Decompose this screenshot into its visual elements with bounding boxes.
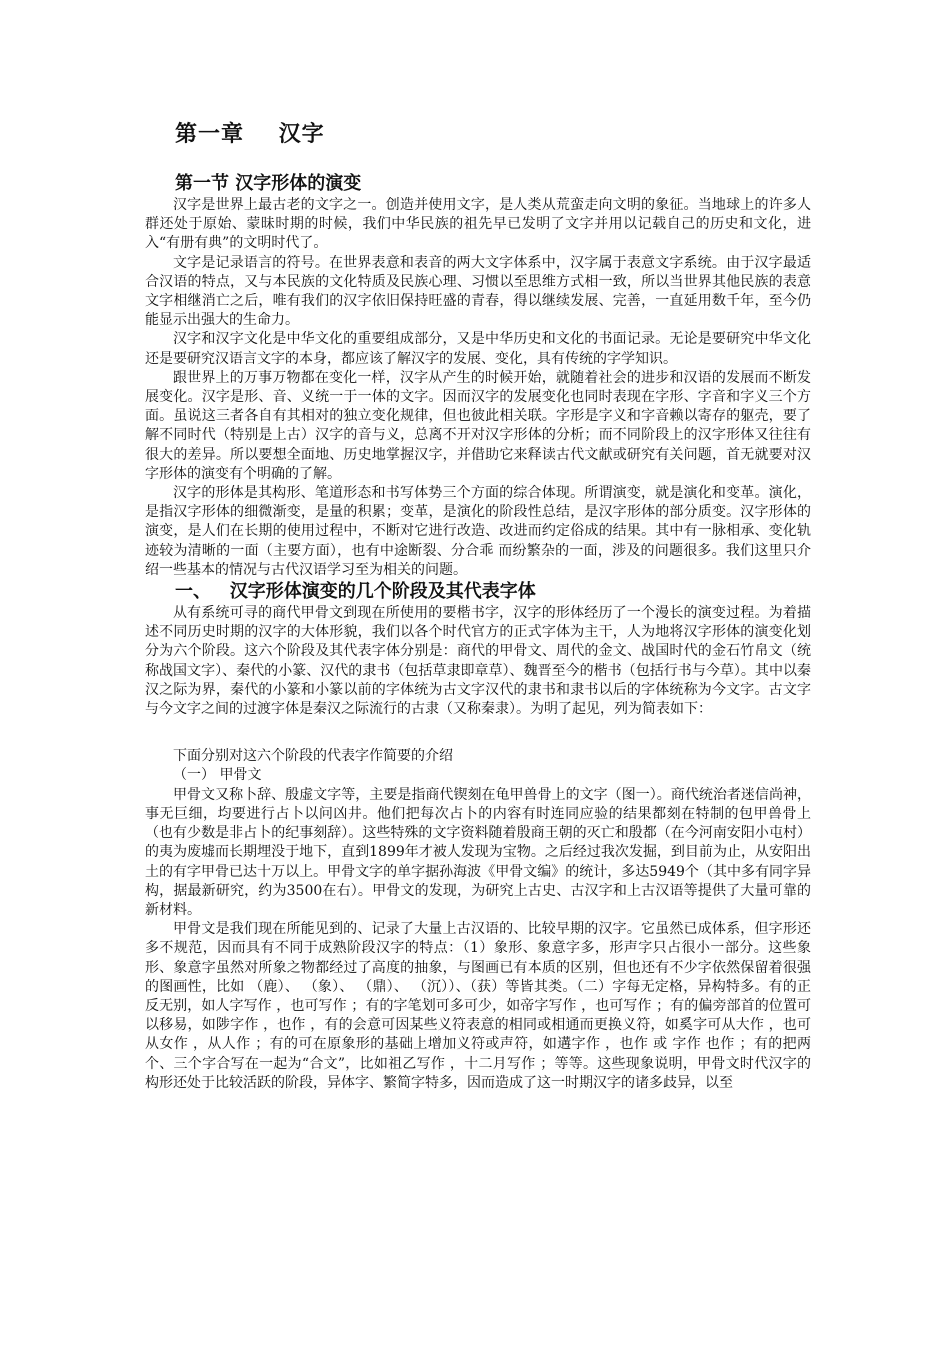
paragraph: 甲骨文是我们现在所能见到的、记录了大量上古汉语的、比较早期的汉字。它虽然已成体系，但字形还多不规范，因而具有不同于成熟阶段汉字的特点：（1）象形、象意字多，形声字只占很小一部分。这些象形、象意字虽然对所象之物都经过了高度的抽象，与图画已有本质的区别，但也还有不少字依然保留着很强的图画性，比如 （鹿）、 （象）、 （鼎）、 （沉））、（获）等皆其类。（二）字每无定格，异构特多。有的正反无别，如人字写作 ，也可写作 ；有的字笔划可多可少，如帝字写作 ，也可写作 ；有的偏旁部首的位置可以移易，如陟字作 ，也作 ，有的会意可因某些义符表意的相同或相通而更换义符，如奚字可从大作 ，也可从女作 ，从人作 ；有的可在原象形的基础上增加义符或声符，如遘字作 ，也作 或 字作 也作 ；有的把两个、三个字合写在一起为“合文”，比如祖乙写作 ，十二月写作 ；等等。这些现象说明，甲骨文时代汉字的构形还处于比较活跃的阶段，异体字、繁简字特多，因而造成了这一时期汉字的诸多歧异，以至 (145, 921, 811, 1091)
paragraph: 从有系统可寻的商代甲骨文到现在所使用的要楷书字，汉字的形体经历了一个漫长的演变过程。为着描述不同历史时期的汉字的大体形貌，我们以各个时代官方的正式字体为主干，人为地将汉字形体的演变化划分为六个阶段。这六个阶段及其代表字体分别是：商代的甲骨文、周代的金文、战国时代的金石竹帛文（统称战国文字）、秦代的小篆、汉代的隶书（包括草隶即章草）、魏晋至今的楷书（包括行书与今草）。其中以秦汉之际为界，秦代的小篆和小篆以前的字体统为古文字汉代的隶书和隶书以后的字体统称为今文字。古文字与今文字之间的过渡字体是秦汉之际流行的古隶（又称秦隶）。为明了起见，列为简表如下： (145, 605, 811, 718)
document-page (145, 120, 811, 1093)
paragraph: 甲骨文又称卜辞、殷虚文字等，主要是指商代锲刻在龟甲兽骨上的文字（图一）。商代统治者迷信尚神，事无巨细，均要进行占卜以问凶井。他们把每次占卜的内容有时连同应验的结果都刻在特制的包甲兽骨上（也有少数是非占卜的纪事刻辞）。这些特殊的文字资料随着殷商王朝的灭亡和殷都（在今河南安阳小屯村）的夷为废墟而长期埋没于地下，直到1899年才被人发现为宝物。之后经过我次发掘，到目前为止，从安阳出土的有字甲骨已达十万以上。甲骨文字的单字据孙海波《甲骨文编》的统计，多达5949个（其中多有同字异构，据最新研究，约为3500在右）。甲骨文的发现，为研究上古史、古汉字和上古汉语等提供了大量可靠的新材料。 (145, 786, 811, 918)
paragraph: 汉字是世界上最古老的文字之一。创造并使用文字，是人类从荒蛮走向文明的象征。当地球上的许多人群还处于原始、蒙昧时期的时候，我们中华民族的祖先早已发明了文字并用以记载自己的历史和文化，进入“有册有典”的文明时代了。 (145, 197, 811, 252)
paragraph: 跟世界上的万事万物都在变化一样，汉字从产生的时候开始，就随着社会的进步和汉语的发展而不断发展变化。汉字是形、音、义统一于一体的文字。因而汉字的发展变化也同时表现在字形、字音和字义三个方面。虽说这三者各自有其相对的独立变化规律，但也彼此相关联。字形是字义和字音赖以寄存的躯壳，要了解不同时代（特别是上古）汉字的音与义，总离不开对汉字形体的分析；而不同阶段上的汉字形体又往往有很大的差异。所以要想全面地、历史地掌握汉字，并借助它来释读古代文献或研究有关问题，首无就要对汉字形体的演变有个明确的了解。 (145, 369, 811, 482)
stages-paragraphs (145, 604, 811, 719)
chapter-title: 第一章 汉字 (175, 122, 325, 147)
sub-item-heading: （一） 甲骨文 (173, 767, 262, 784)
paragraph: 汉字的形体是其构形、笔道形态和书写体势三个方面的综合体现。所谓演变，就是演化和变革。演化，是指汉字形体的细微渐变，是量的积累；变革，是演化的阶段性总结，是汉字形体的部分质变。汉字形体的演变，是人们在长期的使用过程中，不断对它进行改造、改进而约定俗成的结果。其中有一脉相承、变化轨迹较为清晰的一面（主要方面），也有中途断裂、分合乖 而纷繁杂的一面，涉及的问题很多。我们这里只介绍一些基本的情况与古代汉语学习至为相关的问题。 (145, 485, 811, 578)
intro-paragraphs (145, 196, 811, 580)
subsection-title: 一、 汉字形体演变的几个阶段及其代表字体 (175, 581, 536, 603)
paragraph: 汉字和汉字文化是中华文化的重要组成部分，又是中华历史和文化的书面记录。无论是要研究中华文化还是要研究汉语言文字的本身，都应该了解汉字的发展、变化，具有传统的字学知识。 (145, 331, 811, 367)
oracle-paragraphs (145, 786, 811, 1093)
paragraph: 文字是记录语言的符号。在世界表意和表音的两大文字体系中，汉字属于表意文字系统。由于汉字最适合汉语的特点，又与本民族的文化特质及民族心理、习惯以至思维方式相一致，所以当世界其他民族的表意文字相继消亡之后，唯有我们的汉字依旧保持旺盛的青春，得以继续发展、完善，一直延用数千年，至今仍能显示出强大的生命力。 (145, 254, 811, 329)
intro-line: 下面分别对这六个阶段的代表字作简要的介绍 (173, 748, 453, 765)
section-title: 第一节 汉字形体的演变 (175, 173, 362, 194)
table-placeholder-gap (145, 719, 811, 747)
